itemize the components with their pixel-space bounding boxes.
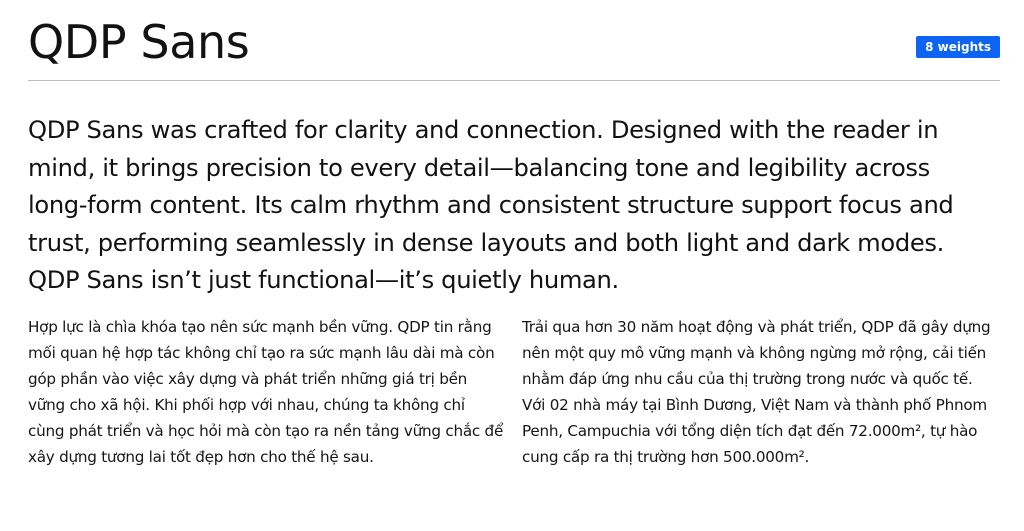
page-title: QDP Sans [28,15,250,69]
weights-badge: 8 weights [916,36,1000,58]
header-divider [28,80,1000,81]
body-column-right: Trải qua hơn 30 năm hoạt động và phát triển, QDP đã gây dựng nên một quy mô vững mạnh và không ngừng mở rộng, cải tiến nhằm đáp ứng nhu cầu của thị trường trong nước và quốc tế. Với 02 nhà máy tại Bình Dương, Việt Nam và thành phố Phnom Penh, Campuchia với tổng diện tích đạt đến 72.000m², tự hào cung cấp ra thị trường hơn 500.000m². [522,318,991,466]
body-column-left: Hợp lực là chìa khóa tạo nên sức mạnh bền vững. QDP tin rằng mối quan hệ hợp tác không chỉ tạo ra sức mạnh lâu dài mà còn góp phần vào việc xây dựng và phát triển những giá trị bền vững cho xã hội. Khi phối hợp với nhau, chúng ta không chỉ cùng phát triển và học hỏi mà còn tạo ra nền tảng vững chắc để xây dựng tương lai tốt đẹp hơn cho thế hệ sau. [28,318,504,466]
lead-paragraph: QDP Sans was crafted for clarity and connection. Designed with the reader in mind, it brings precision to every detail—balancing tone and legibility across long-form content. Its calm rhythm and consistent structure support focus and trust, performing seamlessly in dense layouts and both light and dark modes. QDP Sans isn’t just functional—it’s quietly human. [28,116,954,294]
header [28,0,1000,80]
